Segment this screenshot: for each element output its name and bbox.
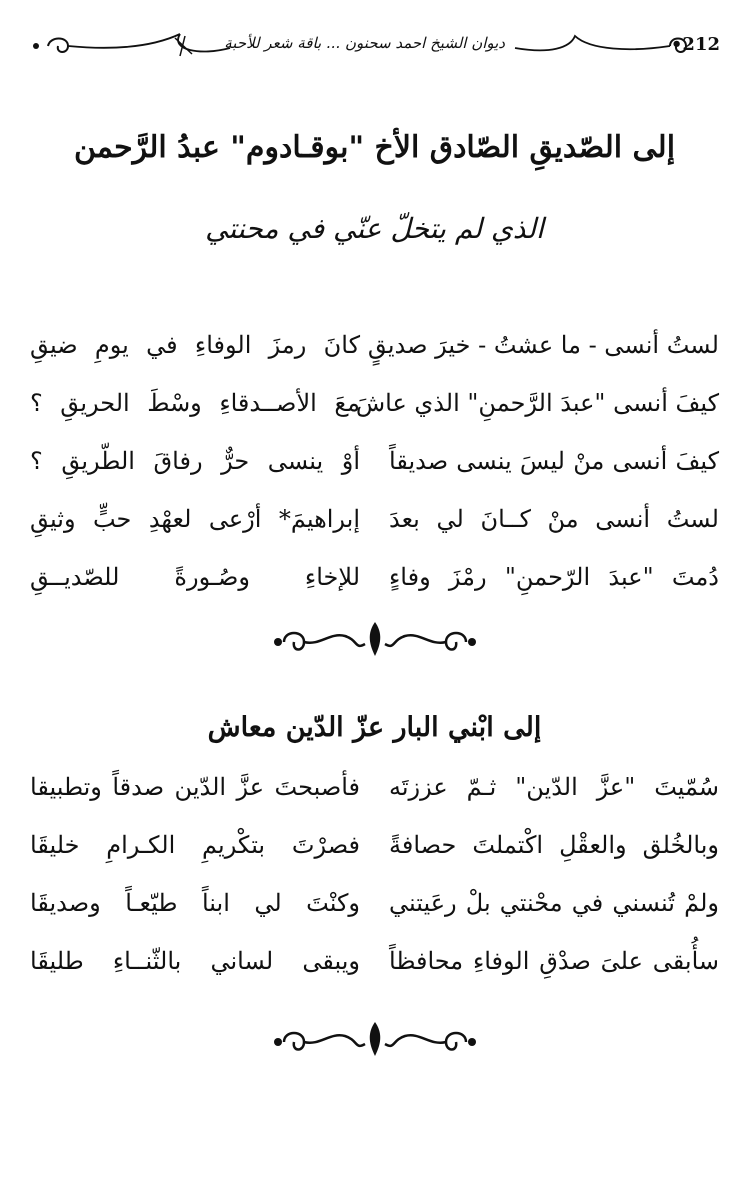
section-divider-ornament: [270, 1020, 480, 1060]
verse-first-hemistich: كيفَ أنسى "عبدَ الرَّحمنِ" الذي عاشَ: [355, 389, 719, 417]
verse-first-hemistich: كيفَ أنسى منْ ليسَ ينسى صديقاً: [389, 447, 719, 475]
verse: [30, 820, 719, 878]
poem-1-title: إلى الصّديقِ الصّادق الأخ "بوقـادوم" عبدُ الرَّحمن: [73, 130, 676, 165]
verse: [30, 878, 719, 936]
verse-first-hemistich: لستُ أنسى منْ كــانَ لي بعدَ: [389, 505, 719, 533]
verse-first-hemistich: سأُبقى علىَ صدْقِ الوفاءِ محافظاً: [389, 947, 719, 975]
verse-second-hemistich: وكنْتَ لي ابناً طيّعـاً وصديقَا: [30, 889, 360, 917]
verse: [30, 378, 719, 436]
page-number: •212: [670, 34, 720, 55]
verse-first-hemistich: وبالخُلق والعقْلِ اكْتملتَ حصافةً: [389, 831, 719, 859]
verse-second-hemistich: إبراهيمَ* أرْعى لعهْدِ حبٍّ وثيقِ: [30, 505, 360, 533]
verse: [30, 436, 719, 494]
page-header: [30, 26, 720, 68]
verse-second-hemistich: فصرْتَ بتكْريمِ الكـرامِ خليقَا: [30, 831, 360, 859]
poem-2: [30, 762, 719, 994]
poem-1-subtitle: الذي لم يتخلّ عنّي في محنتي: [205, 212, 544, 245]
verse-second-hemistich: كانَ رمزَ الوفاءِ في يومِ ضيقِ: [30, 331, 360, 359]
verse: [30, 762, 719, 820]
poem-2-title: إلى ابْني البار عزّ الدّين معاش: [207, 712, 542, 743]
verse-second-hemistich: معَ الأصــدقاءِ وسْطَ الحريقِ ؟: [30, 389, 360, 417]
verse: [30, 552, 719, 610]
verse-second-hemistich: للإخاءِ وصُـورةً للصّديــقِ: [30, 563, 360, 591]
verse-first-hemistich: ولمْ تُنسني في محْنتي بلْ رعَيتني: [389, 889, 719, 917]
verse-second-hemistich: ويبقى لساني بالثّنــاءِ طليقَا: [30, 947, 360, 975]
section-divider-ornament: [270, 620, 480, 660]
verse-first-hemistich: لستُ أنسى - ما عشتُ - خيرَ صديقٍ: [367, 331, 719, 359]
verse-first-hemistich: سُمّيتَ "عزَّ الدّين" ثـمّ عززتَه: [389, 773, 719, 801]
poem-1: [30, 320, 719, 610]
verse: [30, 494, 719, 552]
verse-first-hemistich: دُمتَ "عبدَ الرّحمنِ" رمْزَ وفاءٍ: [389, 563, 719, 591]
verse-second-hemistich: أوْ ينسى حرٌّ رفاقَ الطّريقِ ؟: [30, 447, 360, 475]
verse: [30, 936, 719, 994]
verse-second-hemistich: فأصبحتَ عزَّ الدّين صدقاً وتطبيقا: [30, 773, 360, 801]
running-header-title: ديوان الشيخ احمد سحنون ... باقة شعر للأحبة: [224, 34, 505, 52]
verse: [30, 320, 719, 378]
